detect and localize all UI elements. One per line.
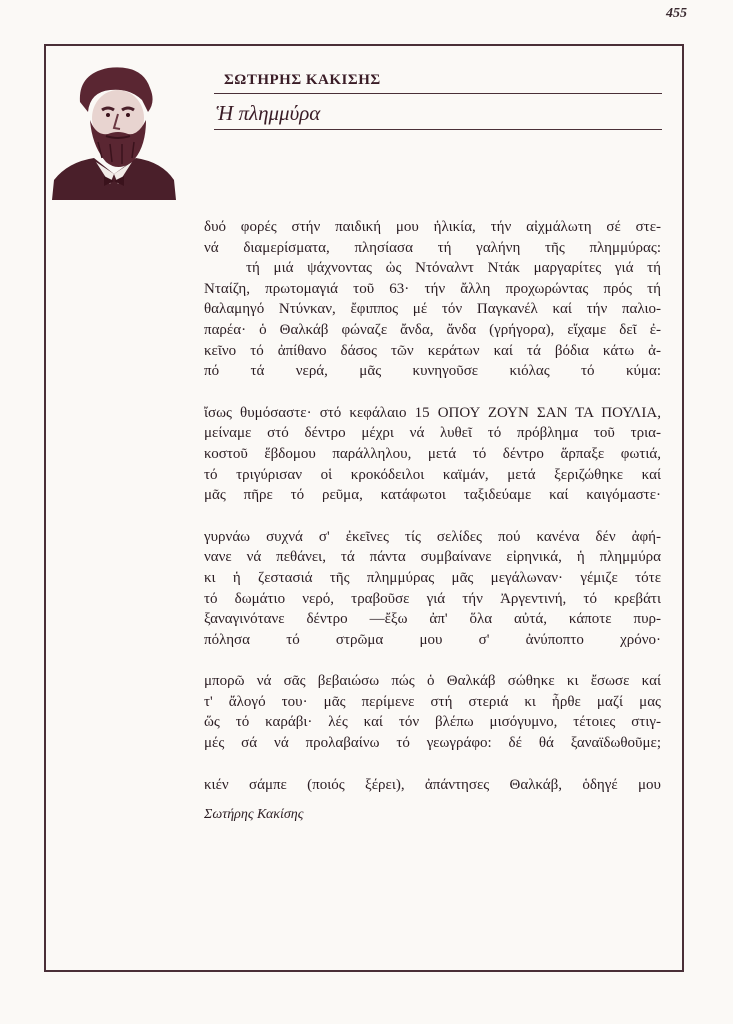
text-line: γυρνάω συχνά σ' ἐκεῖνες τίς σελίδες πού κανένα δέν ἀφή- <box>204 528 661 545</box>
text-line: τό τριγύρισαν οἱ κροκόδειλοι καϊμάν, μετά ξεριζώθηκε καί <box>204 466 661 483</box>
poem-title: Ἡ πλημμύρα <box>216 101 321 125</box>
text-line: τ' ἄλογό του· μᾶς περίμενε στή στεριά κι ἦρθε μαζί μας <box>204 693 661 710</box>
text-line: μᾶς πῆρε τό ρεῦμα, κατάφωτοι ταξιδεύαμε καί καιγόμαστε· <box>204 487 661 504</box>
text-line: κεῖνο τό ἀπίθανο δάσος τῶν κεράτων καί τά βόδια κάτω ἀ- <box>204 342 661 359</box>
paragraph-5 <box>204 671 661 753</box>
text-line: νά διαμερίσματα, πλησίασα τή γαλήνη τῆς πλημμύρας: <box>204 239 661 256</box>
text-line: δυό φορές στήν παιδική μου ἡλικία, τήν αἰχμάλωτη σέ στε- <box>204 219 661 235</box>
poem-body <box>204 217 661 795</box>
text-line: τό δωμάτιο νερό, τραβοῦσε γιά τήν Ἀργεντινή, τό κρεβάτι <box>204 590 661 607</box>
text-line: ξαναγινότανε δέντρο —ἔξω ἀπ' ὅλα αὐτά, κάποτε πυρ- <box>204 611 661 628</box>
paragraph-6 <box>204 775 661 796</box>
text-line: Νταίζη, πρωτομαγιά τοῦ 63· τήν ἄλλη προχωρώντας πρός τή <box>204 280 661 297</box>
page-number: 455 <box>666 6 687 21</box>
header-rule-bottom <box>214 129 662 130</box>
text-line: πό τά νερά, μᾶς κυνηγοῦσε κιόλας τό κύμα: <box>204 363 661 380</box>
text-line: μές σά νά προλαβαίνω τό γεωγράφο: δέ θά ξαναϊδωθοῦμε; <box>204 735 661 752</box>
text-line: ἴσως θυμόσαστε· στό κεφάλαιο 15 ΟΠΟΥ ΖΟΥΝ ΣΑΝ ΤΑ ΠΟΥΛΙΑ, <box>204 404 661 421</box>
text-line: νανε νά πεθάνει, τά πάντα συμβαίνανε εἰρηνικά, ἡ πλημμύρα <box>204 549 661 566</box>
author-portrait <box>50 62 178 200</box>
text-line: ὥς τό καράβι· λές καί τόν βλέπω μισόγυμνο, τέτοιες στιγ- <box>204 714 661 731</box>
text-line: κιέν σάμπε (ποιός ξέρει), ἀπάντησες Θαλκάβ, ὁδηγέ μου <box>204 776 661 793</box>
text-line: τή μιά ψάχνοντας ὡς Ντόναλντ Ντάκ μαργαρίτες γιά τή <box>246 260 661 277</box>
text-line: μπορῶ νά σᾶς βεβαιώσω πώς ὁ Θαλκάβ σώθηκε κι ἔσωσε καί <box>204 673 661 690</box>
header-rule-top <box>214 93 662 94</box>
author-name: ΣΩΤΗΡΗΣ ΚΑΚΙΣΗΣ <box>224 72 381 88</box>
text-line: μείναμε στό δέντρο μέχρι νά λυθεῖ τό πρόβλημα τοῦ τρια- <box>204 425 661 442</box>
text-line: θαλαμηγό Ντύνκαν, ἔφιππος μέ τόν Παγκανέλ καί τήν παλιο- <box>204 301 661 318</box>
paragraph-4 <box>204 527 661 651</box>
text-line: κι ἡ ζεστασιά τῆς πλημμύρας μᾶς μεγάλωναν· γέμιζε τότε <box>204 569 661 586</box>
paragraph-3 <box>204 403 661 506</box>
paragraph-1 <box>204 217 661 258</box>
signature: Σωτήρης Κακίσης <box>204 807 304 822</box>
text-line: παρέα· ὁ Θαλκάβ φώναζε ἄνδα, ἄνδα (γρήγορα), εἴχαμε δεῖ ἐ- <box>204 321 661 338</box>
text-line: πόλησα τό στρῶμα μου σ' ἀνύποπτο χρόνο· <box>204 631 661 648</box>
text-line: κοστοῦ ἕβδομου παράλληλου, μετά τό δέντρο ἅρπαξε φωτιά, <box>204 445 661 462</box>
paragraph-2 <box>204 258 661 382</box>
